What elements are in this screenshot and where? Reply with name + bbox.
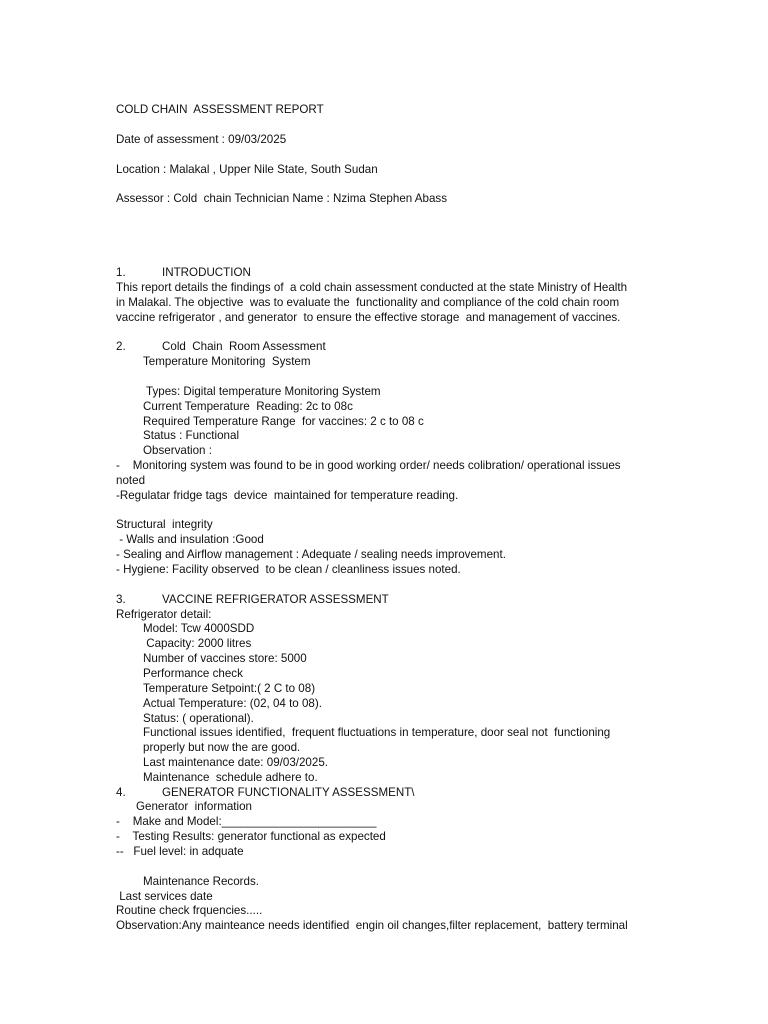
setpoint-line: Temperature Setpoint:( 2 C to 08) — [143, 682, 316, 695]
observation-line: Observation:Any mainteance needs identified engin oil changes,filter replacement, battery terminal — [116, 919, 628, 932]
generator-make-model: - Make and Model:________________________ — [116, 815, 377, 828]
list-item-text: Maintenance schedule adhere to. — [143, 771, 318, 784]
vaccines-stored-line: Number of vaccines store: 5000 — [143, 652, 307, 665]
section-4-heading — [116, 785, 415, 800]
structural-item: - Walls and insulation :Good — [116, 533, 264, 546]
assessor-line: Assessor : Cold chain Technician Name : Nzima Stephen Abass — [116, 192, 448, 205]
list-item — [116, 725, 610, 740]
list-item-text: Last maintenance date: 09/03/2025. — [143, 756, 328, 769]
list-item — [116, 384, 381, 399]
list-item — [116, 755, 328, 770]
capacity-line: Capacity: 2000 litres — [143, 637, 252, 650]
list-item — [116, 443, 212, 458]
list-item — [116, 414, 424, 429]
section-number: 1. — [116, 266, 126, 279]
list-item — [116, 666, 243, 681]
generator-fuel-level: -- Fuel level: in adquate — [116, 845, 244, 858]
section-3-heading — [116, 592, 389, 607]
list-item-text: Model: Tcw 4000SDD — [143, 622, 255, 635]
section-title: Cold Chain Room Assessment — [162, 340, 326, 353]
generator-info-heading: Generator information — [136, 800, 252, 813]
section-2-heading — [116, 339, 326, 354]
structural-heading: Structural integrity — [116, 518, 213, 531]
intro-paragraph-line: This report details the findings of a cold chain assessment conducted at the state Ministry of Health — [116, 281, 628, 294]
list-item — [116, 399, 353, 414]
list-item-text: Observation : — [143, 444, 212, 457]
report-title: COLD CHAIN ASSESSMENT REPORT — [116, 103, 324, 116]
list-item — [116, 621, 254, 636]
observation-line: - Monitoring system was found to be in good working order/ needs colibration/ operational issues — [116, 459, 621, 472]
actual-temperature-line: Actual Temperature: (02, 04 to 08). — [143, 697, 322, 710]
section-number: 4. — [116, 786, 126, 799]
observation-line: noted — [116, 474, 146, 487]
assessment-location: Location : Malakal , Upper Nile State, South Sudan — [116, 163, 378, 176]
list-item-text: Functional issues identified, frequent fluctuations in temperature, door seal not functioning — [143, 726, 611, 739]
routine-check-line: Routine check frquencies..... — [116, 904, 263, 917]
section-title: INTRODUCTION — [162, 266, 251, 279]
list-item-text: Status : Functional — [143, 429, 240, 442]
list-item — [116, 354, 311, 369]
list-item-text: Temperature Monitoring System — [143, 355, 311, 368]
structural-item: - Sealing and Airflow management : Adequate / sealing needs improvement. — [116, 548, 506, 561]
last-services-line: Last services date — [116, 890, 213, 903]
intro-paragraph-line: in Malakal. The objective was to evaluate the functionality and compliance of the cold chain room — [116, 296, 620, 309]
list-item-text: Current Temperature Reading: 2c to 08c — [143, 400, 353, 413]
list-item-text: Performance check — [143, 667, 243, 680]
list-item — [116, 770, 318, 785]
generator-testing-results: - Testing Results: generator functional as expected — [116, 830, 386, 843]
list-item — [116, 874, 259, 889]
section-number: 2. — [116, 340, 126, 353]
section-1-heading — [116, 265, 251, 280]
structural-item: - Hygiene: Facility observed to be clean / cleanliness issues noted. — [116, 563, 461, 576]
list-item-text: Maintenance Records. — [143, 875, 259, 888]
section-title: GENERATOR FUNCTIONALITY ASSESSMENT\ — [162, 786, 415, 799]
list-item — [116, 428, 239, 443]
section-title: VACCINE REFRIGERATOR ASSESSMENT — [162, 593, 389, 606]
status-line: Status: ( operational). — [143, 712, 254, 725]
intro-paragraph-line: vaccine refrigerator , and generator to ensure the effective storage and management of vaccines. — [116, 311, 621, 324]
list-item-text: Required Temperature Range for vaccines: 2 c to 08 c — [143, 415, 424, 428]
refrigerator-detail-heading: Refrigerator detail: — [116, 608, 212, 621]
list-item-text: Types: Digital temperature Monitoring System — [143, 385, 381, 398]
section-number: 3. — [116, 593, 126, 606]
observation-line: -Regulatar fridge tags device maintained for temperature reading. — [116, 489, 459, 502]
assessment-date: Date of assessment : 09/03/2025 — [116, 133, 287, 146]
issues-continuation: properly but now the are good. — [143, 741, 301, 754]
